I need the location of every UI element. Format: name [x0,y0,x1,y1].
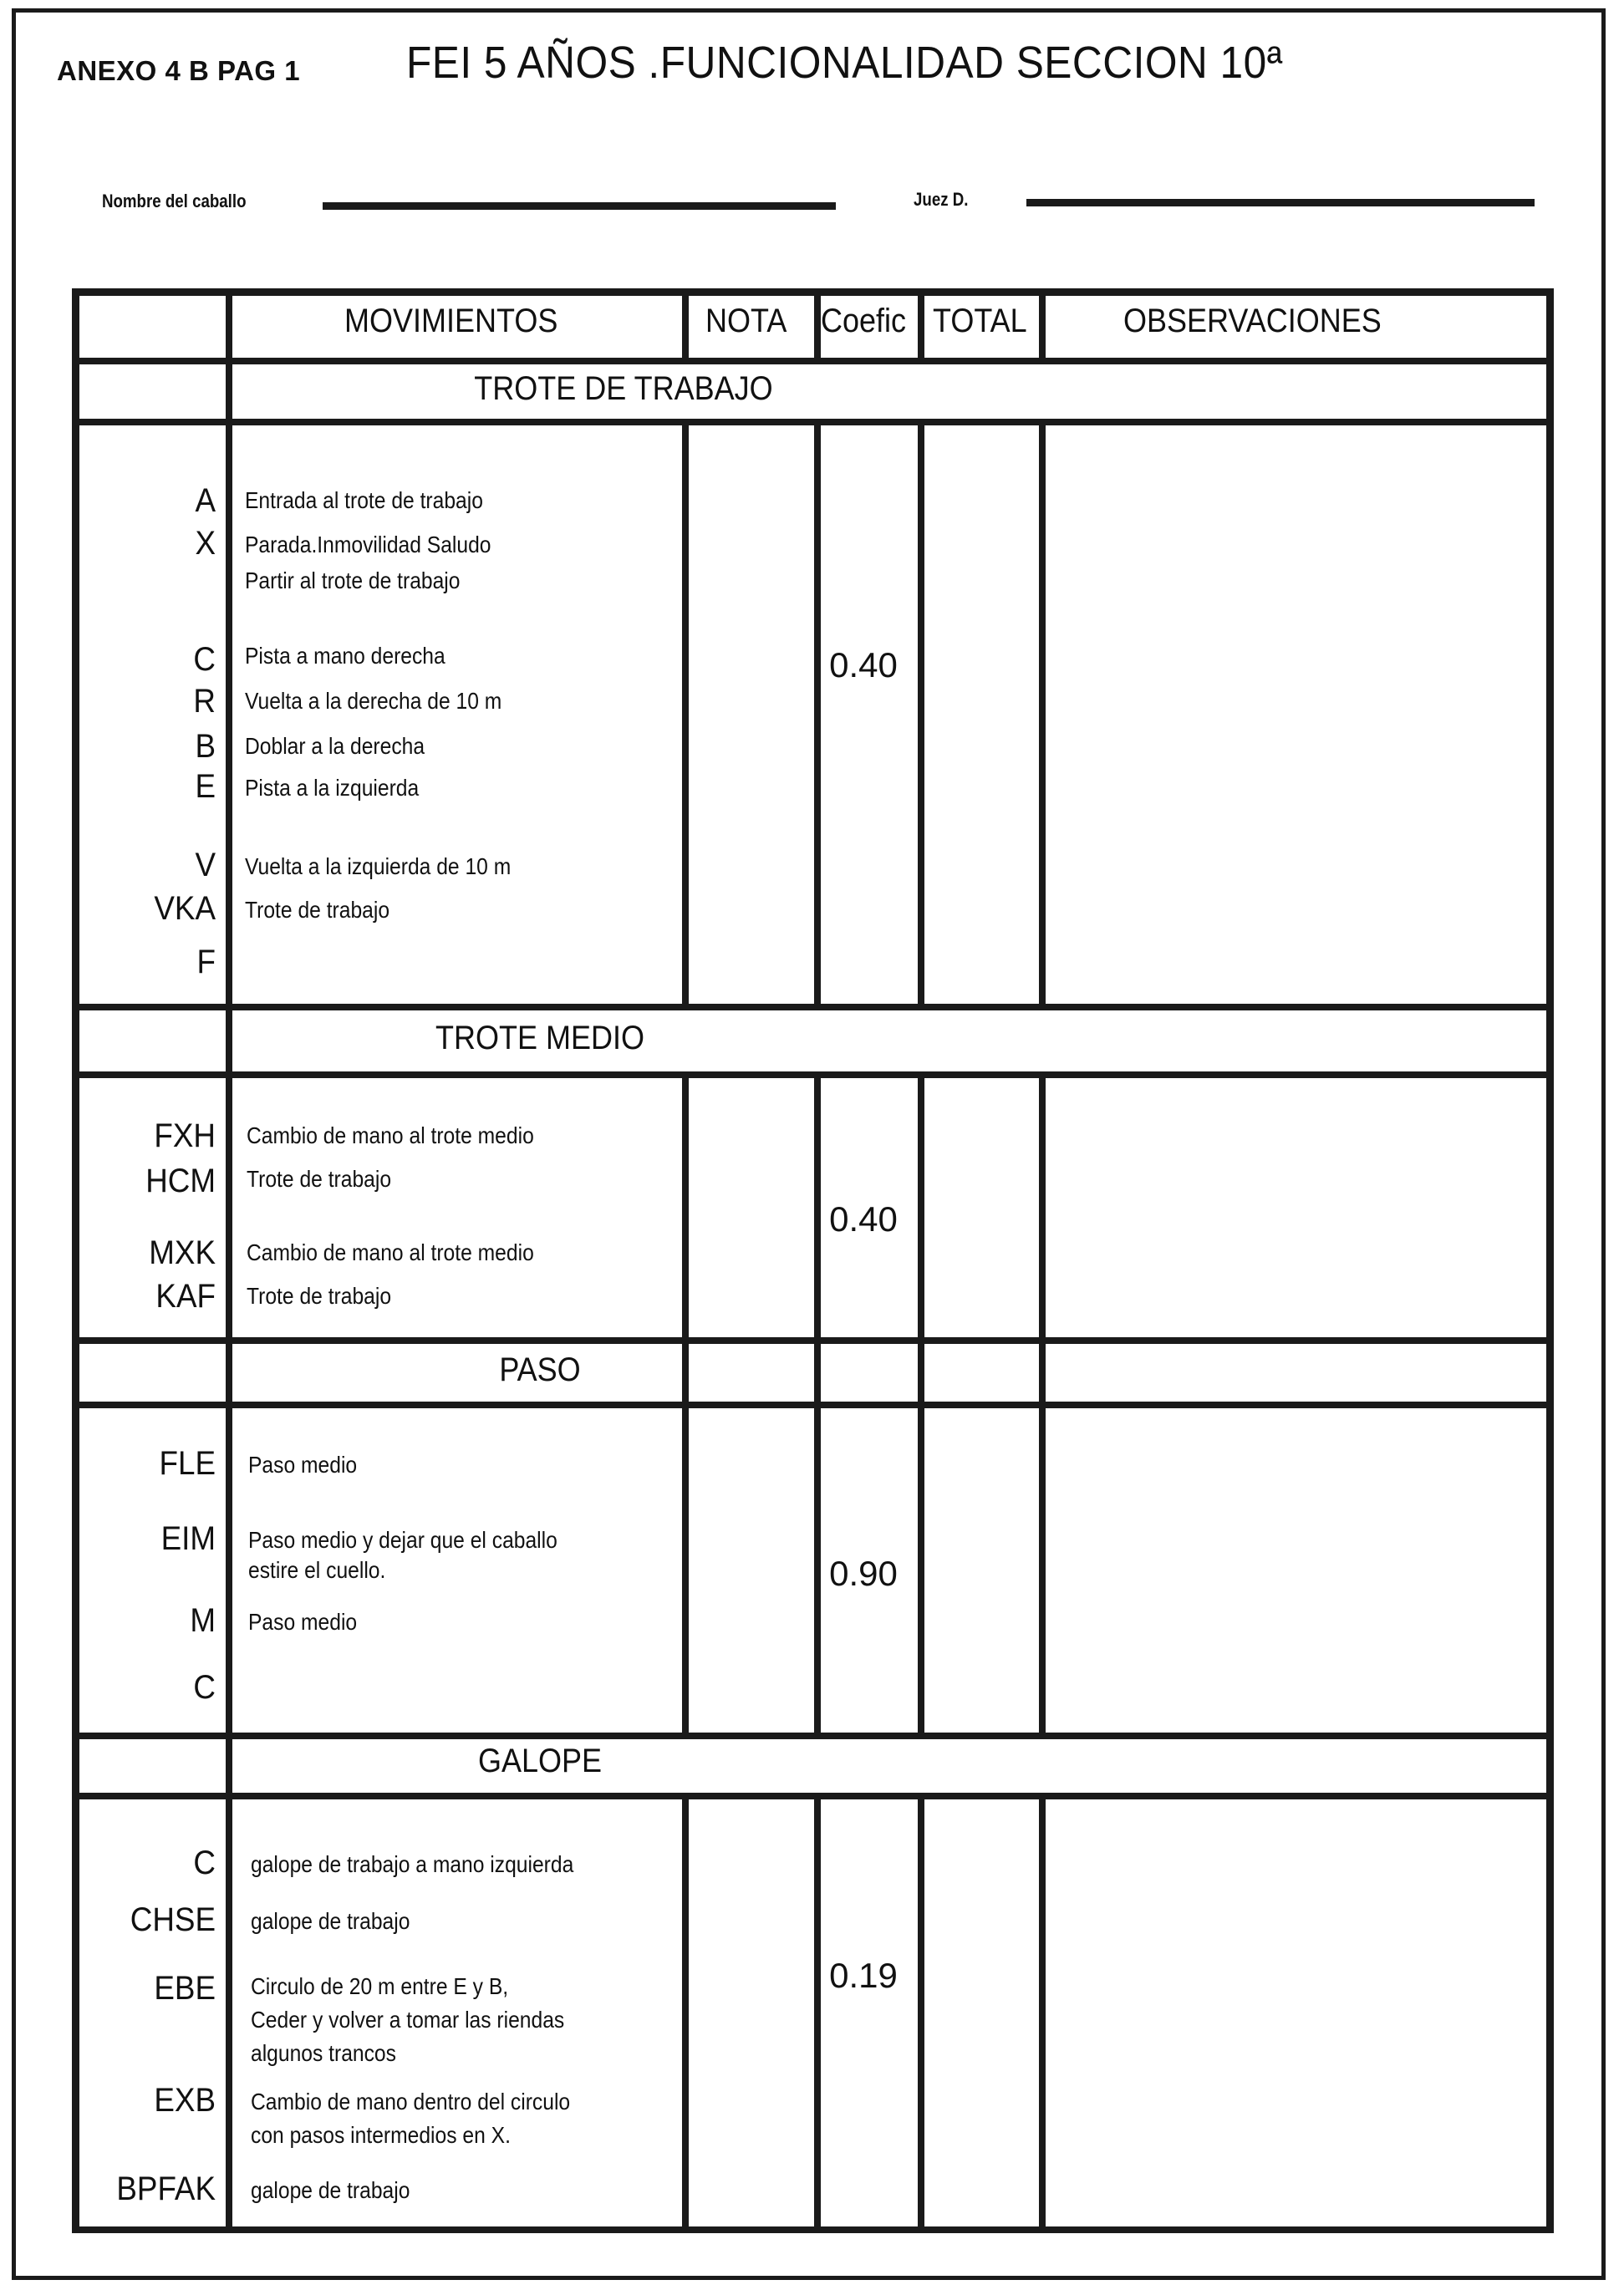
rule-obs-col [1039,425,1046,1004]
movement-desc: Trote de trabajo [247,1283,392,1309]
rule-nota-col [682,1344,689,1733]
movement-desc: Ceder y volver a tomar las riendas [251,2007,565,2033]
rule-coef-col [814,288,821,364]
col-header-total: TOTAL [933,303,1027,339]
rule-section2-title [72,1071,1554,1078]
movement-code: HCM [145,1163,216,1199]
col-header-coefic: Coefic [821,303,907,339]
rule-nota-col [682,1078,689,1337]
rule-code-col [226,288,232,2233]
movement-desc: Doblar a la derecha [245,733,425,759]
movement-desc: Entrada al trote de trabajo [245,487,483,513]
rule-nota-col [682,288,689,364]
rule-total-col [918,1344,924,1733]
rule-obs-col [1039,1799,1046,2226]
movement-desc: Cambio de mano al trote medio [247,1122,534,1148]
movement-desc: algunos trancos [251,2040,396,2066]
rule-total-col [918,288,924,364]
movement-desc: Partir al trote de trabajo [245,567,461,593]
section-title: TROTE DE TRABAJO [474,370,773,407]
rule-section2-end [72,1337,1554,1344]
movement-desc: galope de trabajo [251,1908,410,1934]
rule-section3-end [72,1733,1554,1739]
movement-code: R [193,683,216,720]
movement-code: M [190,1602,216,1639]
rule-total-col [918,1078,924,1337]
movement-desc: Pista a mano derecha [245,643,445,669]
movement-code: EXB [154,2082,216,2119]
col-header-movimientos: MOVIMIENTOS [344,303,558,339]
section-title: GALOPE [477,1743,603,1779]
movement-code: E [195,768,216,805]
section-title: TROTE MEDIO [435,1020,645,1056]
rule-nota-col [682,1799,689,2226]
movement-code: FXH [154,1117,216,1154]
scoring-table [72,288,1554,2233]
horse-name-label: Nombre del caballo [102,191,247,211]
movement-code: B [195,728,216,765]
movement-desc: estire el cuello. [248,1557,386,1583]
movement-code: C [193,641,216,678]
rule-left [72,288,79,2233]
movement-code: BPFAK [116,2170,216,2207]
page-title: FEI 5 AÑOS .FUNCIONALIDAD SECCION 10ª [406,38,1283,88]
movement-desc: Paso medio y dejar que el caballo [248,1527,557,1553]
movement-code: EBE [154,1970,216,2007]
movement-desc: Paso medio [248,1609,358,1635]
rule-total-col [918,1799,924,2226]
movement-code: KAF [155,1278,216,1315]
movement-code: F [196,944,216,980]
rule-right [1546,288,1554,2233]
rule-coef-col [814,425,821,1004]
section-title: PASO [499,1351,581,1388]
movement-desc: Parada.Inmovilidad Saludo [245,532,491,557]
annex-code: ANEXO 4 B PAG 1 [57,55,301,86]
movement-desc: Trote de trabajo [245,897,390,923]
movement-desc: Cambio de mano al trote medio [247,1239,534,1265]
rule-obs-col [1039,1078,1046,1337]
rule-bottom [72,2226,1554,2233]
rule-section4-title [72,1793,1554,1799]
movement-desc: galope de trabajo a mano izquierda [251,1851,574,1877]
movement-code: EIM [160,1520,216,1557]
movement-desc: galope de trabajo [251,2177,410,2203]
movement-desc: Circulo de 20 m entre E y B, [251,1973,509,1999]
movement-code: C [193,1845,216,1881]
coef-value: 0.40 [829,645,898,684]
coef-value: 0.19 [829,1956,898,1995]
movement-code: FLE [159,1445,216,1482]
movement-code: VKA [154,890,216,927]
rule-section1-end [72,1004,1554,1010]
movement-code: CHSE [130,1901,216,1938]
movement-code: X [195,525,216,562]
movement-desc: Vuelta a la derecha de 10 m [245,688,502,714]
movement-desc: con pasos intermedios en X. [251,2122,511,2148]
movement-desc: Vuelta a la izquierda de 10 m [245,853,512,879]
col-header-observaciones: OBSERVACIONES [1123,303,1382,339]
rule-coef-col [814,1799,821,2226]
rule-total-col [918,425,924,1004]
movement-desc: Cambio de mano dentro del circulo [251,2089,571,2114]
rule-obs-col [1039,288,1046,364]
movement-code: C [193,1669,216,1706]
rule-obs-col [1039,1344,1046,1733]
rule-coef-col [814,1344,821,1733]
judge-field[interactable] [1026,199,1535,206]
movement-code: V [195,847,216,883]
col-header-nota: NOTA [705,303,787,339]
movement-desc: Pista a la izquierda [245,775,420,801]
rule-top [72,288,1554,296]
rule-section1-title [72,419,1554,425]
movement-desc: Trote de trabajo [247,1166,392,1192]
horse-name-field[interactable] [323,202,836,210]
rule-section3-title [72,1402,1554,1408]
coef-value: 0.90 [829,1554,898,1593]
judge-label: Juez D. [914,189,969,210]
movement-code: MXK [149,1234,216,1271]
movement-code: A [195,482,216,519]
coef-value: 0.40 [829,1199,898,1239]
rule-nota-col [682,425,689,1004]
movement-desc: Paso medio [248,1452,358,1478]
rule-header-bottom [72,358,1554,364]
